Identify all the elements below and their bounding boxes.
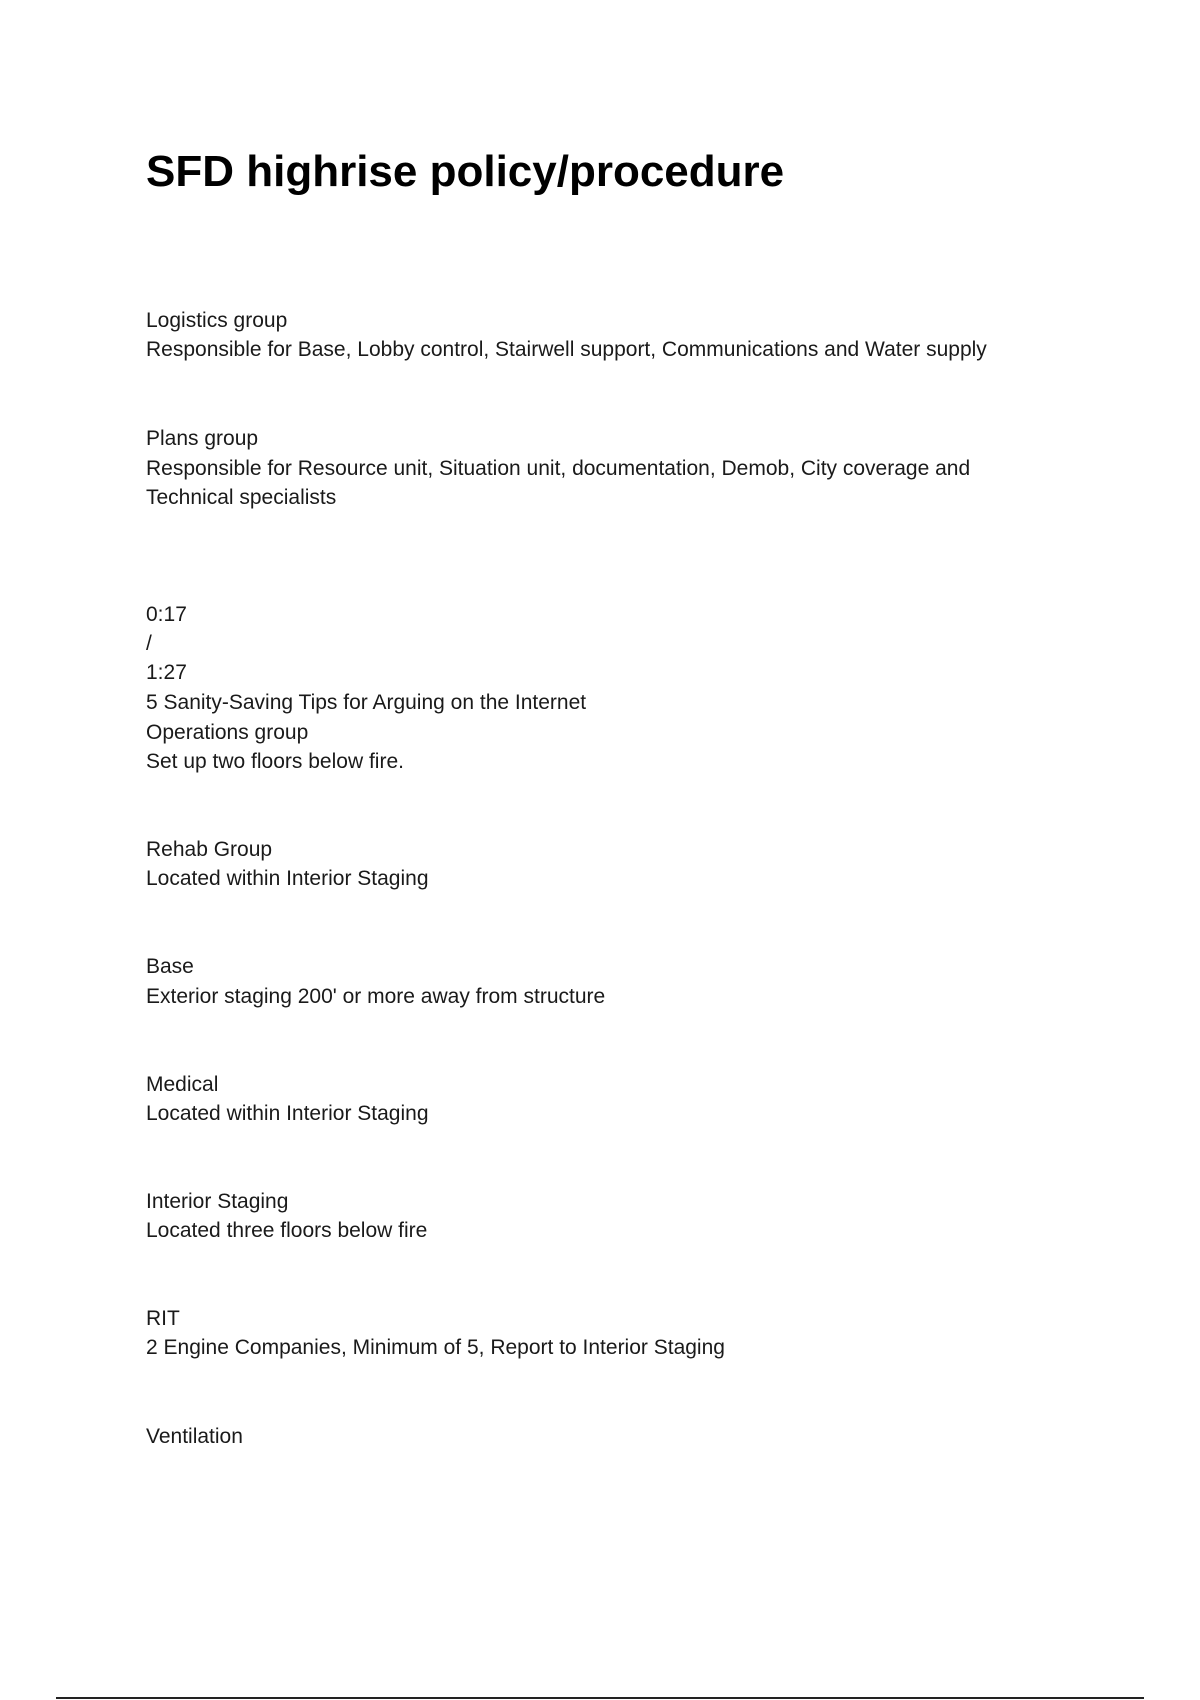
section-heading-medical: Medical	[146, 1073, 219, 1096]
section-heading-operations: Operations group	[146, 721, 309, 744]
section-heading-interior-staging: Interior Staging	[146, 1190, 289, 1213]
video-title: 5 Sanity-Saving Tips for Arguing on the Internet	[146, 691, 587, 714]
section-text-logistics: Responsible for Base, Lobby control, Stairwell support, Communications and Water supply	[146, 338, 987, 361]
section-heading-rit: RIT	[146, 1307, 180, 1330]
section-text-plans: Responsible for Resource unit, Situation unit, documentation, Demob, City coverage and	[146, 457, 971, 480]
section-text-medical: Located within Interior Staging	[146, 1102, 429, 1125]
page-title: SFD highrise policy/procedure	[146, 147, 785, 196]
section-heading-plans: Plans group	[146, 427, 259, 450]
section-heading-ventilation: Ventilation	[146, 1425, 243, 1448]
video-current-time: 0:17	[146, 603, 187, 626]
video-duration: 1:27	[146, 661, 187, 684]
section-text-plans-continued: Technical specialists	[146, 486, 337, 509]
section-heading-base: Base	[146, 955, 194, 978]
section-heading-rehab: Rehab Group	[146, 838, 273, 861]
section-heading-logistics: Logistics group	[146, 309, 288, 332]
page-bottom-divider	[56, 1697, 1144, 1699]
section-text-base: Exterior staging 200' or more away from structure	[146, 985, 606, 1008]
video-time-separator: /	[146, 632, 152, 655]
section-text-rit: 2 Engine Companies, Minimum of 5, Report to Interior Staging	[146, 1336, 725, 1359]
section-text-rehab: Located within Interior Staging	[146, 867, 429, 890]
section-text-interior-staging: Located three floors below fire	[146, 1219, 428, 1242]
section-text-operations: Set up two floors below fire.	[146, 750, 404, 773]
